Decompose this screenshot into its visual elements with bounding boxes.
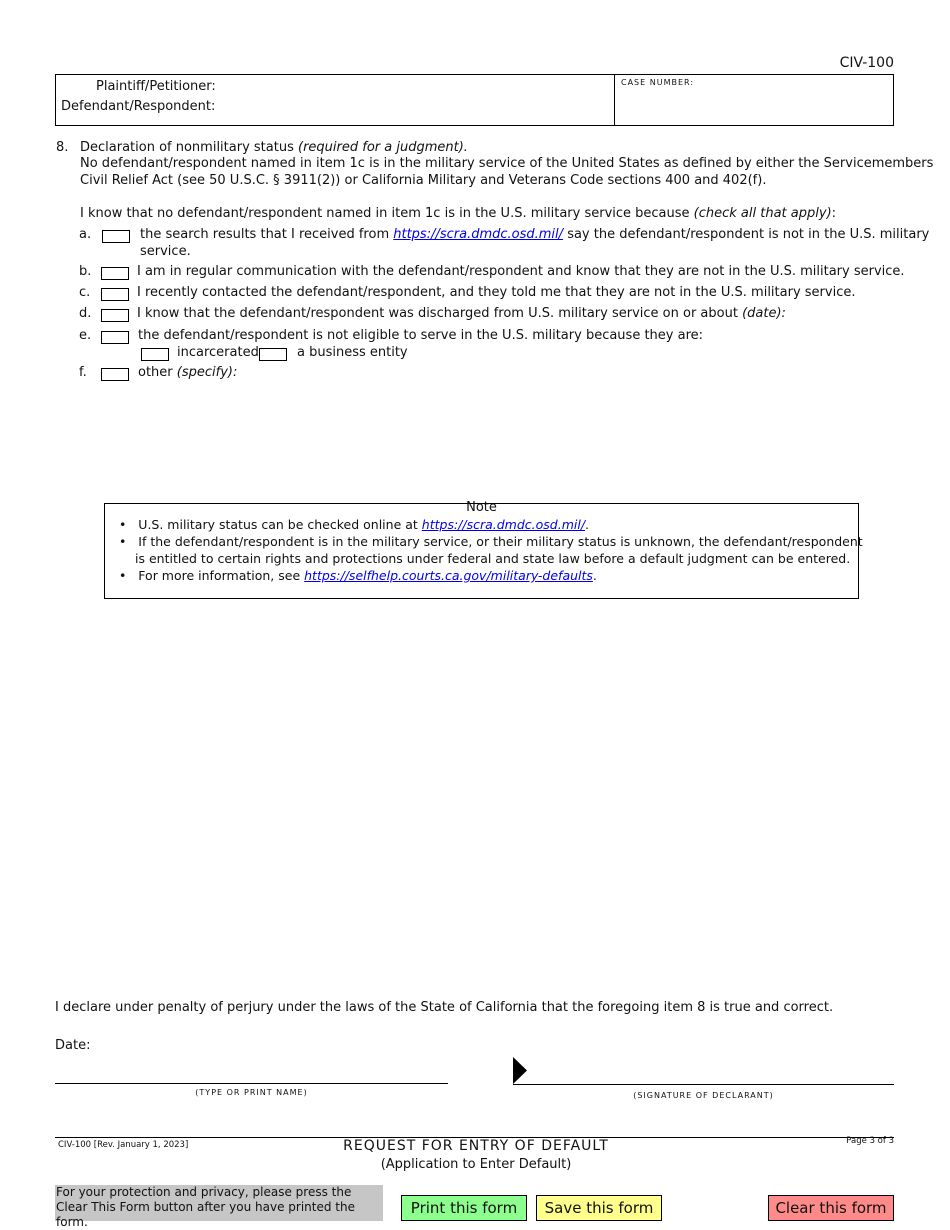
know-colon: : [831, 206, 837, 221]
form-id: CIV-100 [839, 55, 894, 71]
item-a-text [140, 227, 929, 242]
item-e-letter: e. [79, 328, 92, 343]
item-a-text-line2: service. [140, 244, 191, 259]
clear-form-button[interactable]: Clear this form [768, 1195, 894, 1221]
signature-arrow-icon [512, 1056, 528, 1085]
item-c-text: I recently contacted the defendant/respondent, and they told me that they are not in the U.S. military service. [137, 285, 856, 300]
bullet-mark: • [119, 534, 127, 549]
item-e-checkbox[interactable] [101, 331, 129, 344]
item-a-text-before: the search results that I received from [140, 227, 390, 242]
privacy-notice: For your protection and privacy, please press the Clear This Form button after you have printed the form. [55, 1185, 383, 1221]
form-subtitle: (Application to Enter Default) [380, 1157, 572, 1172]
business-entity-label: a business entity [297, 345, 408, 360]
date-field[interactable] [95, 1034, 295, 1054]
item-b-text: I am in regular communication with the defendant/respondent and know that they are not in the U.S. military service. [137, 264, 905, 279]
note-bullet-1-end: . [585, 517, 590, 532]
note-bullet-1-text: U.S. military status can be checked online at [138, 517, 418, 532]
bullet-mark: • [119, 568, 127, 583]
know-text: I know that no defendant/respondent named in item 1c is in the U.S. military service because [80, 206, 690, 221]
item-f-note: (specify): [176, 365, 238, 380]
item-c-letter: c. [79, 285, 91, 300]
other-specify-field[interactable] [138, 385, 878, 485]
section8-number: 8. [56, 140, 69, 155]
item-a-letter: a. [79, 227, 92, 242]
print-form-button[interactable]: Print this form [401, 1195, 527, 1221]
page-number: Page 3 of 3 [846, 1136, 894, 1146]
signature-line [513, 1084, 894, 1085]
note-box [104, 500, 863, 599]
item-a-text-after: say the defendant/respondent is not in the U.S. military [567, 227, 930, 242]
item-b-letter: b. [79, 264, 92, 279]
section8-intro-line1: No defendant/respondent named in item 1c is in the military service of the United States as defined by either the Servicemembers [80, 156, 934, 171]
scra-link[interactable]: https://scra.dmdc.osd.mil/ [393, 227, 564, 242]
note-bullet-2-line2: is entitled to certain rights and protections under federal and state law before a default judgment can be entered. [135, 551, 851, 566]
item-d-note: (date): [742, 306, 786, 321]
item-d-text-line [137, 306, 786, 321]
bullet-mark: • [119, 517, 127, 532]
section8-title: Declaration of nonmilitary status [80, 140, 294, 155]
incarcerated-label: incarcerated [177, 345, 259, 360]
item-a-checkbox[interactable] [102, 230, 130, 243]
note-title: Note [466, 500, 497, 515]
signature-caption: (SIGNATURE OF DECLARANT) [633, 1091, 774, 1100]
date-label: Date: [55, 1038, 91, 1053]
declaration-text: I declare under penalty of perjury under the laws of the State of California that the foregoing item 8 is true and correct. [55, 1000, 834, 1015]
business-entity-checkbox[interactable] [259, 348, 287, 361]
item-f-checkbox[interactable] [101, 368, 129, 381]
item-d-text: I know that the defendant/respondent was discharged from U.S. military service on or about [137, 306, 738, 321]
item-d-letter: d. [79, 306, 92, 321]
item-d-checkbox[interactable] [101, 309, 129, 322]
section8-heading [80, 140, 468, 155]
note-bullet-1 [119, 517, 589, 532]
item-f-text: other [138, 365, 173, 380]
know-statement [80, 206, 836, 221]
name-line [55, 1083, 448, 1084]
selfhelp-link[interactable]: https://selfhelp.courts.ca.gov/military-defaults [304, 568, 593, 583]
section8-title-note: (required for a judgment). [298, 140, 468, 155]
item-c-checkbox[interactable] [101, 288, 129, 301]
save-form-button[interactable]: Save this form [536, 1195, 662, 1221]
plaintiff-label: Plaintiff/Petitioner: [96, 79, 216, 94]
party-names-area[interactable] [56, 75, 615, 125]
form-title: REQUEST FOR ENTRY OF DEFAULT [343, 1138, 609, 1154]
note-bullet-3-end: . [592, 568, 597, 583]
item-e-text: the defendant/respondent is not eligible to serve in the U.S. military because they are: [138, 328, 704, 343]
incarcerated-checkbox[interactable] [141, 348, 169, 361]
defendant-label: Defendant/Respondent: [61, 99, 216, 114]
case-caption-box [55, 74, 894, 126]
note-bullet-3 [119, 568, 597, 583]
name-caption: (TYPE OR PRINT NAME) [195, 1088, 308, 1097]
note-scra-link[interactable]: https://scra.dmdc.osd.mil/ [421, 517, 586, 532]
item-b-checkbox[interactable] [101, 267, 129, 280]
note-bullet-2 [119, 534, 863, 549]
case-number-label: CASE NUMBER: [621, 78, 695, 87]
print-name-field[interactable] [55, 1060, 447, 1082]
note-bullet-2-line1: If the defendant/respondent is in the military service, or their military status is unknown, the defendant/respondent [138, 534, 863, 549]
know-note: (check all that apply) [693, 206, 832, 221]
note-bullet-3-text: For more information, see [138, 568, 301, 583]
section8-intro-line2: Civil Relief Act (see 50 U.S.C. § 3911(2)) or California Military and Veterans Code sections 400 and 402(f). [80, 173, 767, 188]
footer-form-rev: CIV-100 [Rev. January 1, 2023] [58, 1140, 189, 1150]
item-f-letter: f. [79, 365, 87, 380]
item-f-text-line [138, 365, 237, 380]
